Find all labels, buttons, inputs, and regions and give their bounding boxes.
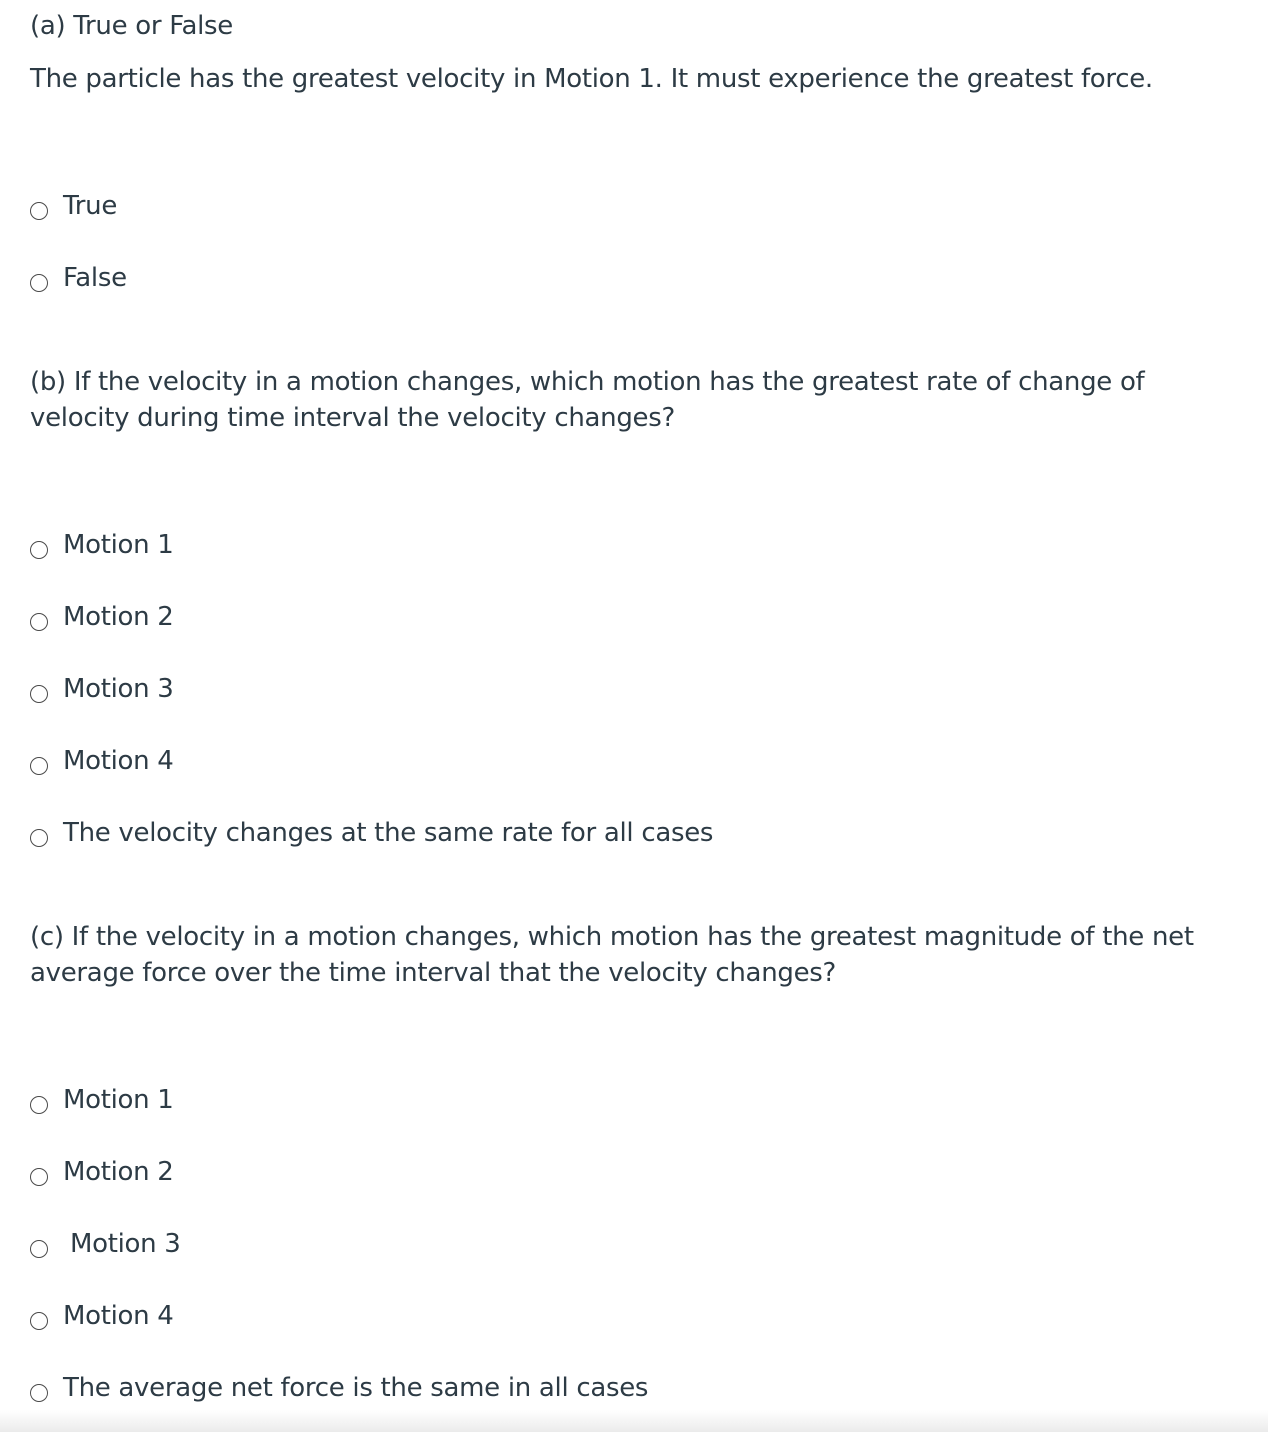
radio-button-icon[interactable]: [30, 1312, 48, 1330]
option-label: Motion 2: [63, 602, 174, 632]
radio-button-icon[interactable]: [30, 1384, 48, 1402]
radio-button-icon[interactable]: [30, 202, 48, 220]
radio-button-icon[interactable]: [30, 1240, 48, 1258]
question-c-text: (c) If the velocity in a motion changes, which motion has the greatest magnitude of the net average force over the time interval that the velocity changes?: [30, 922, 1194, 988]
option-label: Motion 3: [63, 674, 174, 704]
radio-button-icon[interactable]: [30, 757, 48, 775]
option-b-motion-4[interactable]: [30, 741, 174, 781]
option-b-motion-2[interactable]: [30, 597, 174, 637]
option-c-same-force[interactable]: [30, 1368, 648, 1408]
option-label: True: [63, 191, 118, 221]
question-b-text: (b) If the velocity in a motion changes, which motion has the greatest rate of change of velocity during time interval the velocity changes?: [30, 367, 1145, 433]
radio-button-icon[interactable]: [30, 829, 48, 847]
radio-button-icon[interactable]: [30, 1168, 48, 1186]
option-b-motion-1[interactable]: [30, 525, 174, 565]
option-b-motion-3[interactable]: [30, 669, 174, 709]
radio-button-icon[interactable]: [30, 1096, 48, 1114]
bottom-edge-shadow: [0, 1410, 1268, 1432]
option-b-same-rate[interactable]: [30, 813, 713, 853]
option-a-true[interactable]: [30, 186, 117, 226]
radio-button-icon[interactable]: [30, 274, 48, 292]
option-label: The velocity changes at the same rate for all cases: [63, 818, 714, 848]
radio-button-icon[interactable]: [30, 613, 48, 631]
radio-button-icon[interactable]: [30, 541, 48, 559]
question-a-text: The particle has the greatest velocity in Motion 1. It must experience the greatest force.: [30, 64, 1153, 94]
option-label: Motion 2: [63, 1157, 174, 1187]
option-label: Motion 4: [63, 746, 174, 776]
option-a-false[interactable]: [30, 258, 127, 298]
option-c-motion-4[interactable]: [30, 1296, 174, 1336]
radio-button-icon[interactable]: [30, 685, 48, 703]
question-a-title: (a) True or False: [30, 11, 234, 41]
option-c-motion-2[interactable]: [30, 1152, 174, 1192]
option-label: Motion 1: [63, 530, 174, 560]
option-c-motion-3[interactable]: [30, 1224, 181, 1264]
option-label: Motion 4: [63, 1301, 174, 1331]
option-label: False: [63, 263, 127, 293]
option-label: The average net force is the same in all cases: [63, 1373, 649, 1403]
option-label: Motion 1: [63, 1085, 174, 1115]
option-label: Motion 3: [70, 1229, 181, 1259]
option-c-motion-1[interactable]: [30, 1080, 174, 1120]
